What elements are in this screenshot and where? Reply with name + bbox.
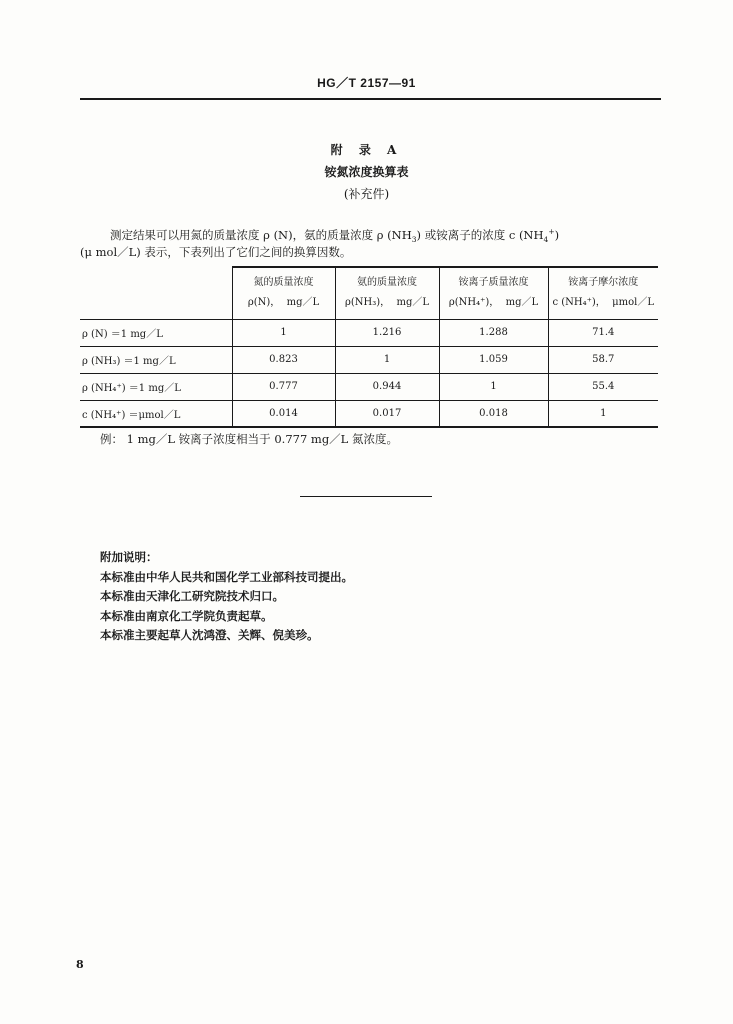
section-separator [300, 496, 432, 497]
page-number: 8 [76, 958, 84, 971]
intro-line-1: 测定结果可以用氮的质量浓度 ρ (N)，氨的质量浓度 ρ $(NH_3)$ 或铵离子的浓度 c $(NH_4^+)$ [110, 227, 560, 245]
notes-line: 本标准由中华人民共和国化学工业部科技司提出。 [100, 569, 353, 584]
table-header-row [80, 267, 658, 319]
table-cell: 0.944 [335, 373, 439, 400]
table-row [80, 346, 658, 373]
notes-line: 本标准由南京化工学院负责起草。 [100, 608, 273, 623]
row-label: ρ (N) ＝1 mg／L [80, 319, 232, 346]
row-label: ρ (NH₄⁺) ＝1 mg／L [80, 373, 232, 400]
row-label: ρ (NH₃) ＝1 mg／L [80, 346, 232, 373]
row-label: c (NH₄⁺) ＝μmol／L [80, 400, 232, 427]
table-cell: 0.777 [232, 373, 335, 400]
table-cell: 71.4 [548, 319, 658, 346]
header-n-mass: 氮的质量浓度 ρ(N)， mg／L [232, 267, 335, 319]
header-nh3-mass: 氨的质量浓度 ρ(NH₃)， mg／L [335, 267, 439, 319]
appendix-title: 铵氮浓度换算表 [324, 165, 409, 179]
notes-line: 本标准由天津化工研究院技术归口。 [100, 589, 284, 603]
appendix-subtitle: (补充件) [343, 187, 390, 201]
table-cell: 55.4 [548, 373, 658, 400]
table-cell: 1.216 [335, 319, 439, 346]
table-corner-cell [80, 267, 232, 319]
table-row [80, 400, 658, 427]
table-cell: 1.059 [439, 346, 548, 373]
table-row [80, 373, 658, 400]
notes-heading: 附加说明： [100, 550, 158, 564]
table-cell: 1 [335, 346, 439, 373]
header-nh4-mass: 铵离子质量浓度 ρ(NH₄⁺)， mg／L [439, 267, 548, 319]
intro-line-2: (μ mol／L) 表示，下表列出了它们之间的换算因数。 [80, 245, 352, 259]
table-cell: 1.288 [439, 319, 548, 346]
table-row [80, 319, 658, 346]
additional-notes [100, 548, 353, 646]
table-cell: 58.7 [548, 346, 658, 373]
table-cell: 0.018 [439, 400, 548, 427]
conversion-table [80, 266, 658, 428]
header-rule [80, 98, 661, 100]
notes-line: 本标准主要起草人沈鸿澄、关辉、倪美珍。 [100, 628, 319, 642]
table-cell: 1 [232, 319, 335, 346]
table-cell: 0.014 [232, 400, 335, 427]
table-cell: 1 [548, 400, 658, 427]
table-cell: 0.823 [232, 346, 335, 373]
standard-code-header: HG／T 2157—91 [317, 76, 416, 90]
example-note: 例： 1 mg／L 铵离子浓度相当于 0.777 mg／L 氮浓度。 [100, 432, 398, 446]
table-cell: 0.017 [335, 400, 439, 427]
header-nh4-molar: 铵离子摩尔浓度 c (NH₄⁺)， μmol／L [548, 267, 658, 319]
table-cell: 1 [439, 373, 548, 400]
appendix-label: 附 录 A [330, 143, 403, 157]
